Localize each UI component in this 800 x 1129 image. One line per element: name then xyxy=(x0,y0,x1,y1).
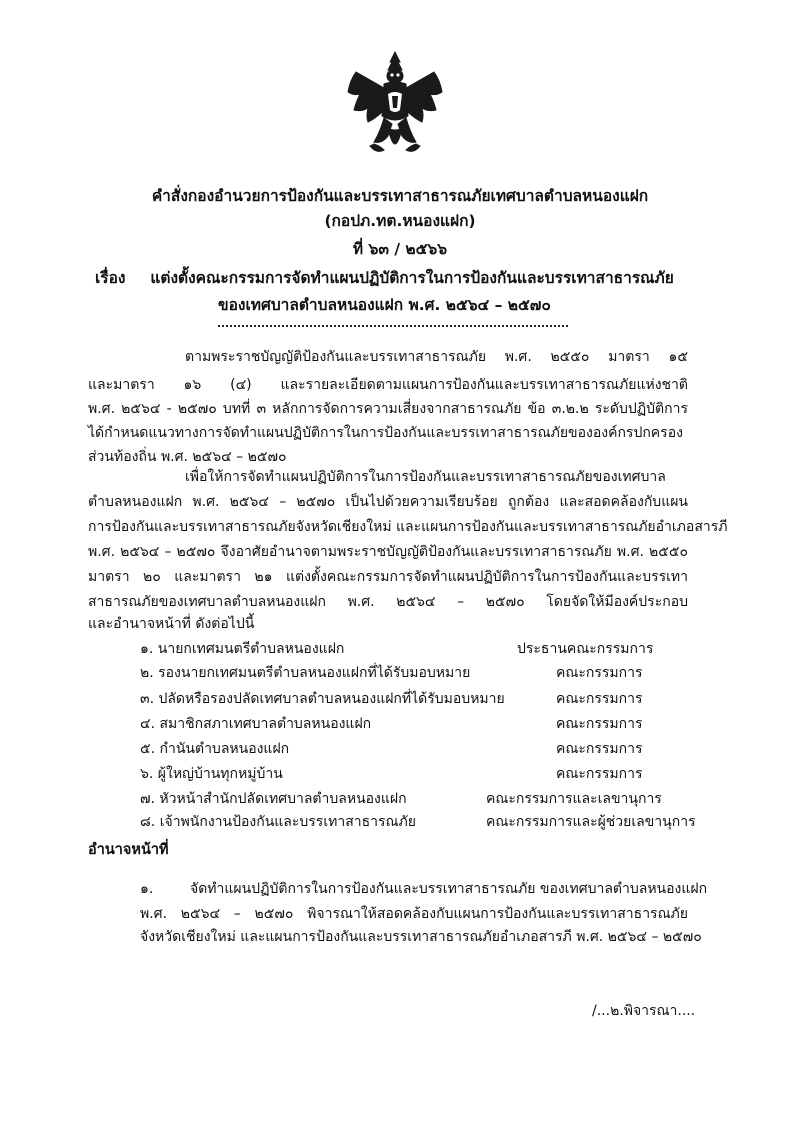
paragraph2-line: การป้องกันและบรรเทาสาธารณภัยจังหวัดเชียงใหม่ และแผนการป้องกันและบรรเทาสาธารณภัยอำเภอสารภี xyxy=(88,519,728,535)
member-name: ๘. เจ้าพนักงานป้องกันและบรรเทาสาธารณภัย xyxy=(140,814,416,830)
member-name: ๓. ปลัดหรือรองปลัดเทศบาลตำบลหนองแฝกที่ได้รับมอบหมาย xyxy=(140,691,505,707)
paragraph1-line: ส่วนท้องถิ่น พ.ศ. ๒๕๖๔ – ๒๕๗๐ xyxy=(88,449,287,465)
member-name: ๒. รองนายกเทศมนตรีตำบลหนองแฝกที่ได้รับมอบหมาย xyxy=(140,665,471,681)
paragraph2-line: ตำบลหนองแฝก พ.ศ. ๒๕๖๔ – ๒๕๗๐ เป็นไปด้วยความเรียบร้อย ถูกต้อง และสอดคล้องกับแผน xyxy=(88,494,688,510)
member-role: ประธานคณะกรรมการ xyxy=(517,641,654,657)
paragraph2-line: และอำนาจหน้าที่ ดังต่อไปนี้ xyxy=(88,616,255,632)
member-name: ๖. ผู้ใหญ่บ้านทุกหมู่บ้าน xyxy=(140,766,283,782)
order-title: คำสั่งกองอำนวยการป้องกันและบรรเทาสาธารณภัยเทศบาลตำบลหนองแฝก xyxy=(151,187,649,205)
order-issuer-abbreviation: (กอปภ.ทต.หนองแฝก) xyxy=(324,212,476,230)
garuda-emblem-icon xyxy=(340,50,450,162)
subject-text-1: แต่งตั้งคณะกรรมการจัดทำแผนปฏิบัติการในการป้องกันและบรรเทาสาธารณภัย xyxy=(150,269,674,287)
subject-line-2: ของเทศบาลตำบลหนองแฝก พ.ศ. ๒๕๖๔ – ๒๕๗๐ xyxy=(218,296,551,314)
member-name: ๗. หัวหน้าสำนักปลัดเทศบาลตำบลหนองแฝก xyxy=(140,791,407,807)
member-role: คณะกรรมการ xyxy=(556,665,643,681)
member-name: ๔. สมาชิกสภาเทศบาลตำบลหนองแฝก xyxy=(140,716,372,732)
paragraph2-line: มาตรา ๒๐ และมาตรา ๒๑ แต่งตั้งคณะกรรมการจัดทำแผนปฏิบัติการในการป้องกันและบรรเทา xyxy=(88,569,688,585)
paragraph2-line: เพื่อให้การจัดทำแผนปฏิบัติการในการป้องกันและบรรเทาสาธารณภัยของเทศบาล xyxy=(185,469,666,485)
paragraph1-line: และมาตรา ๑๖ (๔) และรายละเอียดตามแผนการป้องกันและบรรเทาสาธารณภัยแห่งชาติ xyxy=(88,377,688,393)
member-role: คณะกรรมการ xyxy=(556,716,643,732)
duty-line: พ.ศ. ๒๕๖๔ – ๒๕๗๐ พิจารณาให้สอดคล้องกับแผนการป้องกันและบรรเทาสาธารณภัย xyxy=(140,906,688,922)
member-role: คณะกรรมการ xyxy=(556,766,643,782)
subject-line-1 xyxy=(95,265,674,290)
member-role: คณะกรรมการ xyxy=(556,691,643,707)
paragraph2-line: พ.ศ. ๒๕๖๔ – ๒๕๗๐ จึงอาศัยอำนาจตามพระราชบัญญัติป้องกันและบรรเทาสาธารณภัย พ.ศ. ๒๕๕๐ xyxy=(88,544,688,560)
member-role: คณะกรรมการและผู้ช่วยเลขานุการ xyxy=(486,814,696,830)
paragraph1-line: พ.ศ. ๒๕๖๔ - ๒๕๗๐ บทที่ ๓ หลักการจัดการความเสี่ยงจากสาธารณภัย ข้อ ๓.๒.๒ ระดับปฏิบัติการ xyxy=(88,401,688,417)
member-name: ๕. กำนันตำบลหนองแฝก xyxy=(140,741,290,757)
paragraph1-line: ได้กำหนดแนวทางการจัดทำแผนปฏิบัติการในการป้องกันและบรรเทาสาธารณภัยขององค์กรปกครอง xyxy=(88,425,683,441)
duty-line: จังหวัดเชียงใหม่ และแผนการป้องกันและบรรเทาสาธารณภัยอำเภอสารภี พ.ศ. ๒๕๖๔ – ๒๕๗๐ xyxy=(140,929,702,945)
member-role: คณะกรรมการ xyxy=(556,741,643,757)
page-continuation-note: /...๒.พิจารณา.... xyxy=(592,1003,696,1019)
order-number: ที่ ๖๓ / ๒๕๖๖ xyxy=(352,240,448,258)
duty-line: จัดทำแผนปฏิบัติการในการป้องกันและบรรเทาสาธารณภัย ของเทศบาลตำบลหนองแฝก xyxy=(190,881,708,897)
paragraph1-line: ตามพระราชบัญญัติป้องกันและบรรเทาสาธารณภัย พ.ศ. ๒๕๕๐ มาตรา ๑๕ xyxy=(185,349,688,365)
separator-dotted-line xyxy=(218,325,568,327)
member-name: ๑. นายกเทศมนตรีตำบลหนองแฝก xyxy=(140,641,345,657)
paragraph2-line: สาธารณภัยของเทศบาลตำบลหนองแฝก พ.ศ. ๒๕๖๔ – ๒๕๗๐ โดยจัดให้มีองค์ประกอบ xyxy=(88,594,688,610)
duty-number: ๑. xyxy=(140,881,154,897)
subject-label: เรื่อง xyxy=(95,269,126,287)
member-role: คณะกรรมการและเลขานุการ xyxy=(486,791,662,807)
duties-heading: อำนาจหน้าที่ xyxy=(88,842,169,858)
